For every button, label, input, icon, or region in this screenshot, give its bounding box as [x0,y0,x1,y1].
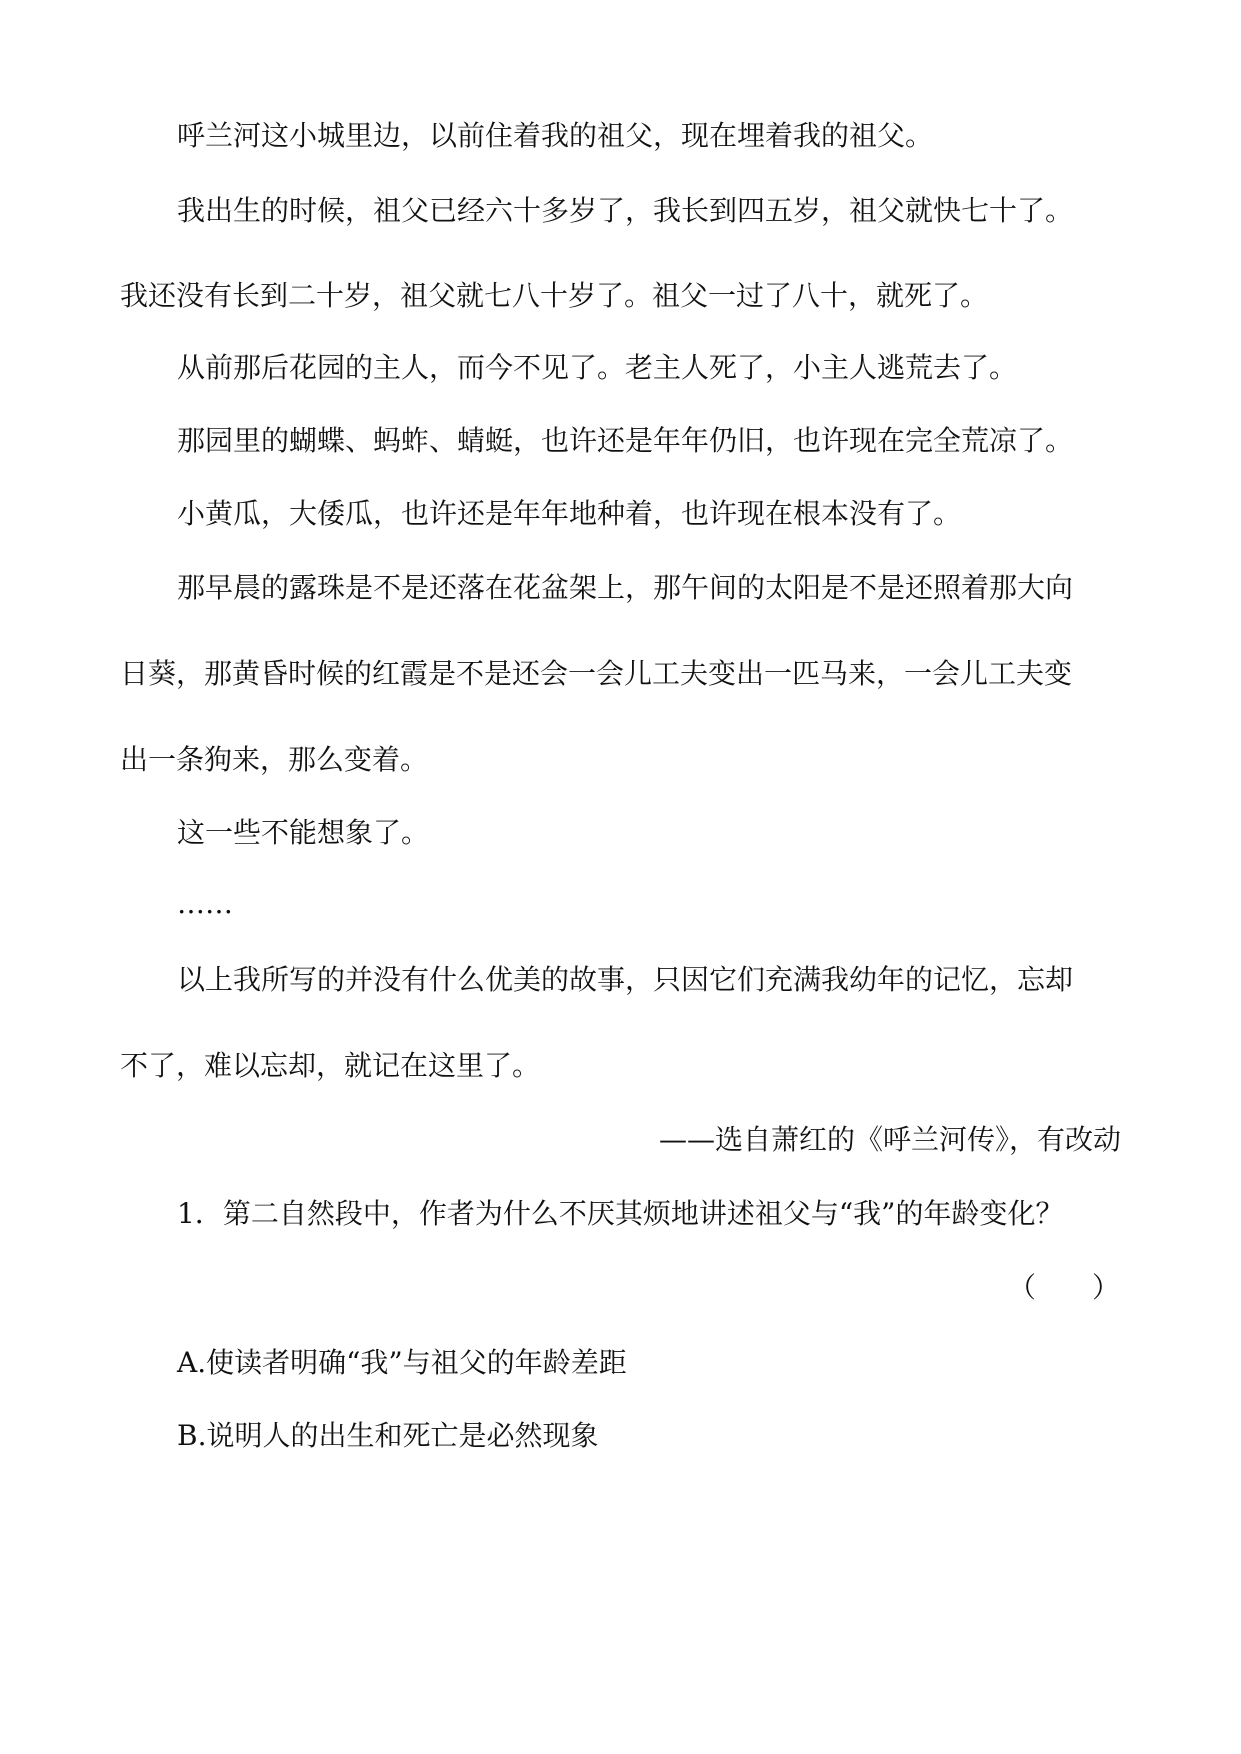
passage-line: 日葵，那黄昏时候的红霞是不是还会一会儿工夫变出一匹马来，一会儿工夫变 [120,657,1073,690]
passage-line: 我还没有长到二十岁，祖父就七八十岁了。祖父一过了八十，就死了。 [120,279,989,312]
option-a: A.使读者明确“我”与祖父的年龄差距 [177,1346,627,1379]
passage-line: 这一些不能想象了。 [177,816,430,849]
option-b: B.说明人的出生和死亡是必然现象 [177,1419,599,1452]
passage-line: 出一条狗来，那么变着。 [120,743,429,776]
passage-line: 不了，难以忘却，就记在这里了。 [120,1049,541,1082]
passage-line: 那园里的蝴蝶、蚂蚱、蜻蜓，也许还是年年仍旧，也许现在完全荒凉了。 [177,424,1074,457]
answer-blank: （ ） [1008,1271,1121,1304]
passage-ellipsis: …… [177,887,233,920]
passage-line: 呼兰河这小城里边，以前住着我的祖父，现在埋着我的祖父。 [177,119,934,152]
passage-line: 小黄瓜，大倭瓜，也许还是年年地种着，也许现在根本没有了。 [177,497,962,530]
passage-line: 我出生的时候，祖父已经六十多岁了，我长到四五岁，祖父就快七十了。 [177,194,1074,227]
passage-line: 从前那后花园的主人，而今不见了。老主人死了，小主人逃荒去了。 [177,351,1018,384]
source-attribution: ——选自萧红的《呼兰河传》，有改动 [658,1123,1121,1156]
question-stem: 1．第二自然段中，作者为什么不厌其烦地讲述祖父与“我”的年龄变化？ [177,1197,1064,1230]
passage-line: 那早晨的露珠是不是还落在花盆架上，那午间的太阳是不是还照着那大向 [177,571,1074,604]
passage-line: 以上我所写的并没有什么优美的故事，只因它们充满我幼年的记忆，忘却 [177,963,1074,996]
